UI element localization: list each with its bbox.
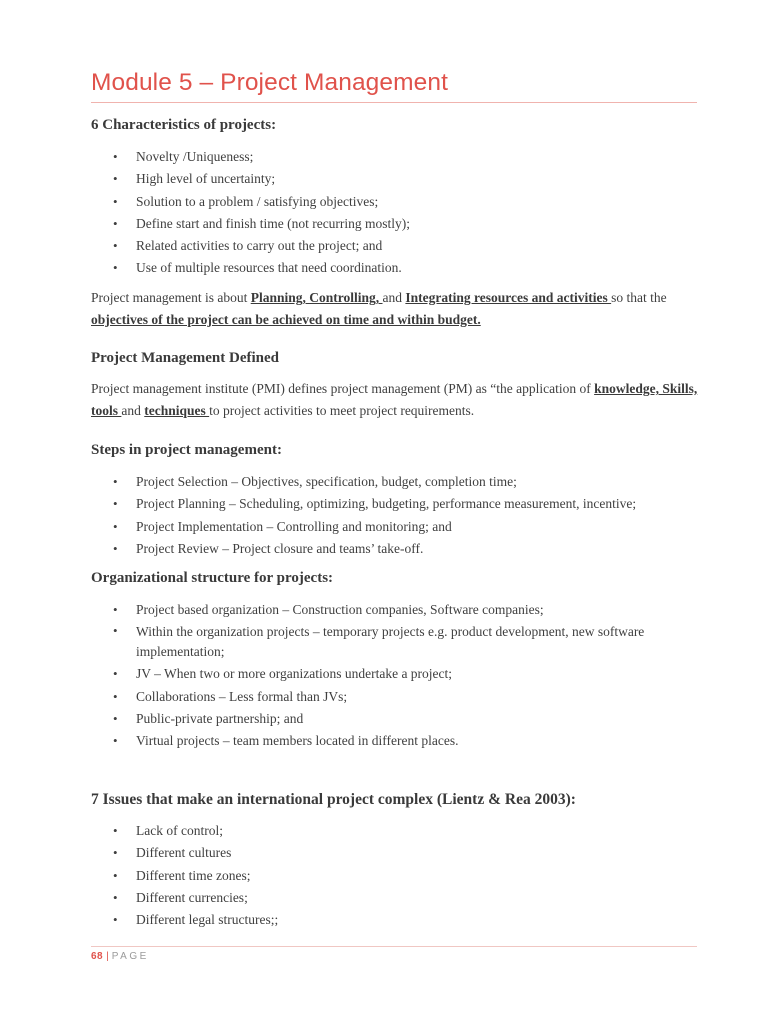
emphasis-techniques: techniques: [144, 403, 210, 418]
bullet-icon: •: [113, 602, 118, 617]
issues-list: [91, 820, 697, 931]
page-title: Module 5 – Project Management: [91, 69, 448, 96]
bullet-icon: •: [113, 496, 118, 512]
bullet-icon: •: [113, 540, 118, 556]
characteristics-list: [91, 146, 697, 280]
steps-list: [91, 471, 697, 560]
bullet-icon: •: [113, 215, 118, 231]
org-structure-list: [91, 599, 697, 752]
list-item: • Related activities to carry out the project; and: [91, 235, 697, 257]
list-item: • Lack of control;: [91, 820, 697, 842]
list-item: • Use of multiple resources that need coordination.: [91, 257, 697, 279]
document-page: [91, 0, 697, 1024]
bullet-icon: •: [113, 171, 118, 187]
bullet-icon: •: [113, 260, 118, 276]
bullet-icon: •: [113, 867, 118, 883]
list-item: • Project Implementation – Controlling and monitoring; and: [91, 516, 697, 538]
pm-defined-heading: Project Management Defined: [91, 350, 279, 366]
page-label: PAGE: [111, 951, 149, 962]
bullet-icon: •: [113, 733, 118, 749]
list-item: • Solution to a problem / satisfying objectives;: [91, 191, 697, 213]
footer-separator: |: [106, 951, 109, 962]
bullet-icon: •: [113, 823, 118, 838]
bullet-icon: •: [113, 845, 118, 861]
bullet-icon: •: [113, 474, 118, 489]
list-item: • Project Planning – Scheduling, optimizing, budgeting, performance measurement, incentive;: [91, 493, 697, 515]
list-item: • Collaborations – Less formal than JVs;: [91, 686, 697, 708]
page-footer: [91, 951, 149, 962]
pm-defined-paragraph: Project management institute (PMI) defines project management (PM) as “the application of knowledge, Skills, tools and techniques to project activities to meet project requirements.: [91, 381, 698, 418]
bullet-icon: •: [113, 149, 118, 164]
steps-heading: Steps in project management:: [91, 442, 282, 458]
bullet-icon: •: [113, 688, 118, 704]
page-number: 68: [91, 951, 104, 962]
list-item: • High level of uncertainty;: [91, 168, 697, 190]
list-item: • Virtual projects – team members located in different places.: [91, 730, 697, 752]
bullet-icon: •: [113, 238, 118, 254]
bullet-icon: •: [113, 193, 118, 209]
list-item: • Within the organization projects – temporary projects e.g. product development, new software implementation;: [113, 623, 645, 660]
bullet-icon: •: [113, 666, 118, 682]
list-item: • Different cultures: [91, 842, 697, 864]
list-item: • Different currencies;: [91, 887, 697, 909]
emphasis-objectives: objectives of the project can be achieved on time and within budget.: [91, 312, 481, 327]
emphasis-integrating: Integrating resources and activities: [405, 290, 612, 305]
characteristics-heading: 6 Characteristics of projects:: [91, 117, 277, 133]
list-item: • Novelty /Uniqueness;: [91, 146, 697, 168]
list-item: • Different legal structures;;: [91, 909, 697, 931]
org-structure-heading: Organizational structure for projects:: [91, 570, 334, 586]
emphasis-knowledge: knowledge, Skills, tools: [91, 381, 698, 418]
title-divider: [91, 102, 697, 103]
list-item: • Project Selection – Objectives, specification, budget, completion time;: [91, 471, 697, 493]
footer-divider: [91, 946, 697, 947]
bullet-icon: •: [113, 623, 118, 639]
emphasis-planning: Planning, Controlling,: [250, 290, 383, 305]
bullet-icon: •: [113, 912, 118, 928]
list-item: • Project based organization – Construction companies, Software companies;: [91, 599, 697, 621]
bullet-icon: •: [113, 889, 118, 905]
bullet-icon: •: [113, 518, 118, 534]
list-item: • JV – When two or more organizations undertake a project;: [91, 663, 697, 685]
bullet-icon: •: [113, 710, 118, 726]
pm-about-paragraph: Project management is about Planning, Controlling, and Integrating resources and activities so that the objectives of the project can be achieved on time and within budget.: [91, 290, 667, 327]
list-item: • Define start and finish time (not recurring mostly);: [91, 213, 697, 235]
list-item: • Project Review – Project closure and teams’ take-off.: [91, 538, 697, 560]
list-item: • Different time zones;: [91, 865, 697, 887]
list-item: • Public-private partnership; and: [91, 708, 697, 730]
issues-heading: 7 Issues that make an international project complex (Lientz & Rea 2003):: [91, 791, 576, 808]
